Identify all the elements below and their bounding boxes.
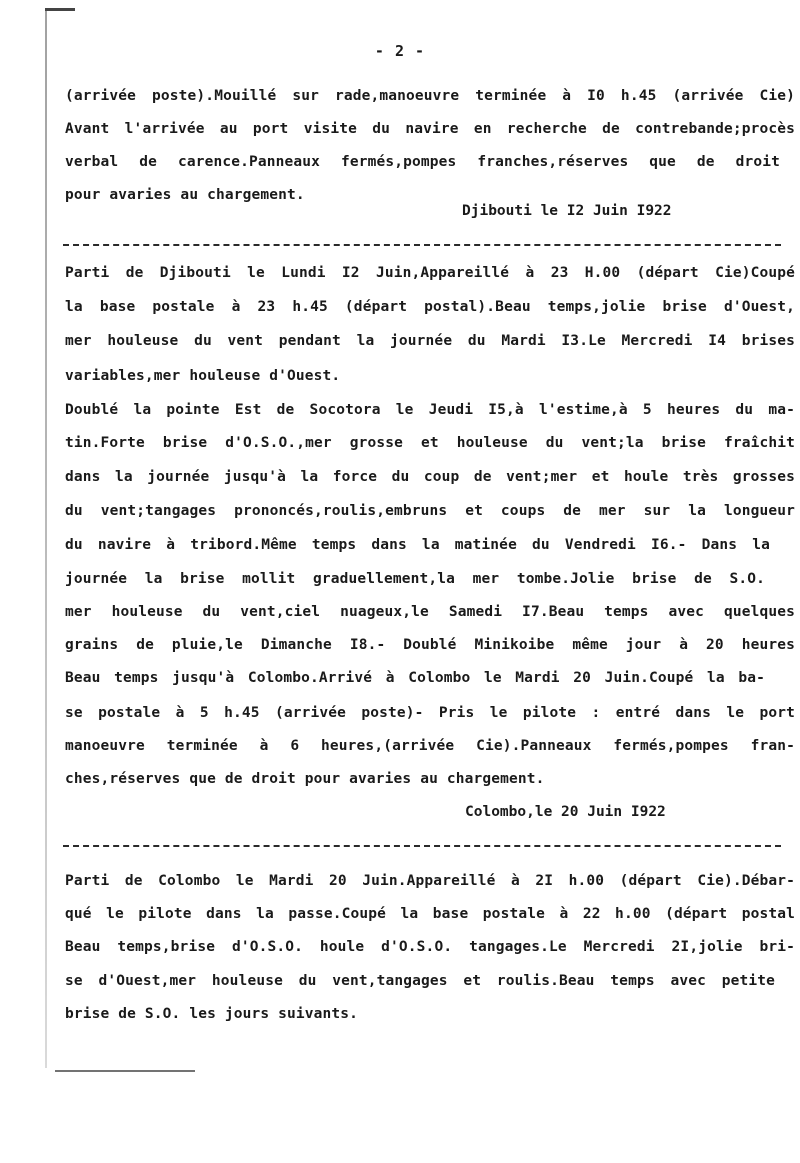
text-line: tin.Forte brise d'O.S.O.,mer grosse et houleuse du vent;la brise fraîchit (65, 435, 795, 451)
bottom-edge-mark (55, 1070, 195, 1072)
text-line: Parti de Djibouti le Lundi I2 Juin,Appareillé à 23 H.00 (départ Cie)Coupé (65, 265, 795, 281)
place-date-signature: Djibouti le I2 Juin I922 (462, 203, 672, 219)
text-line: mer houleuse du vent pendant la journée du Mardi I3.Le Mercredi I4 brises (65, 333, 795, 349)
text-line: verbal de carence.Panneaux fermés,pompes franches,réserves que de droit (65, 154, 780, 170)
text-line: qué le pilote dans la passe.Coupé la base postale à 22 h.00 (départ postal (65, 906, 795, 922)
text-line: Parti de Colombo le Mardi 20 Juin.Appareillé à 2I h.00 (départ Cie).Débar- (65, 873, 795, 889)
text-line: brise de S.O. les jours suivants. (65, 1006, 359, 1022)
text-line: (arrivée poste).Mouillé sur rade,manoeuvre terminée à I0 h.45 (arrivée Cie) (65, 88, 795, 104)
section-separator (63, 845, 781, 847)
text-line: se d'Ouest,mer houleuse du vent,tangages et roulis.Beau temps avec petite (65, 973, 775, 989)
text-line: journée la brise mollit graduellement,la mer tombe.Jolie brise de S.O. (65, 571, 765, 587)
text-line: manoeuvre terminée à 6 heures,(arrivée Cie).Panneaux fermés,pompes fran- (65, 738, 795, 754)
text-line: du vent;tangages prononcés,roulis,embruns et coups de mer sur la longueur (65, 503, 795, 519)
text-line: du navire à tribord.Même temps dans la matinée du Vendredi I6.- Dans la (65, 537, 770, 553)
text-line: mer houleuse du vent,ciel nuageux,le Samedi I7.Beau temps avec quelques (65, 604, 795, 620)
text-line: pour avaries au chargement. (65, 187, 305, 203)
page-edge-shadow (45, 8, 47, 1068)
text-line: Avant l'arrivée au port visite du navire en recherche de contrebande;procès (65, 121, 795, 137)
text-line: ches,réserves que de droit pour avaries au chargement. (65, 771, 545, 787)
text-line: Doublé la pointe Est de Socotora le Jeudi I5,à l'estime,à 5 heures du ma- (65, 402, 795, 418)
text-line: variables,mer houleuse d'Ouest. (65, 368, 341, 384)
text-line: la base postale à 23 h.45 (départ postal).Beau temps,jolie brise d'Ouest, (65, 299, 795, 315)
page-number: - 2 - (374, 42, 426, 60)
text-line: se postale à 5 h.45 (arrivée poste)- Pris le pilote : entré dans le port (65, 705, 795, 721)
text-line: dans la journée jusqu'à la force du coup de vent;mer et houle très grosses (65, 469, 795, 485)
text-line: grains de pluie,le Dimanche I8.- Doublé Minikoibe même jour à 20 heures (65, 637, 795, 653)
text-line: Beau temps jusqu'à Colombo.Arrivé à Colombo le Mardi 20 Juin.Coupé la ba- (65, 670, 765, 686)
corner-mark (45, 8, 75, 11)
text-line: Beau temps,brise d'O.S.O. houle d'O.S.O. tangages.Le Mercredi 2I,jolie bri- (65, 939, 795, 955)
place-date-signature: Colombo,le 20 Juin I922 (465, 804, 666, 820)
section-separator (63, 244, 781, 246)
